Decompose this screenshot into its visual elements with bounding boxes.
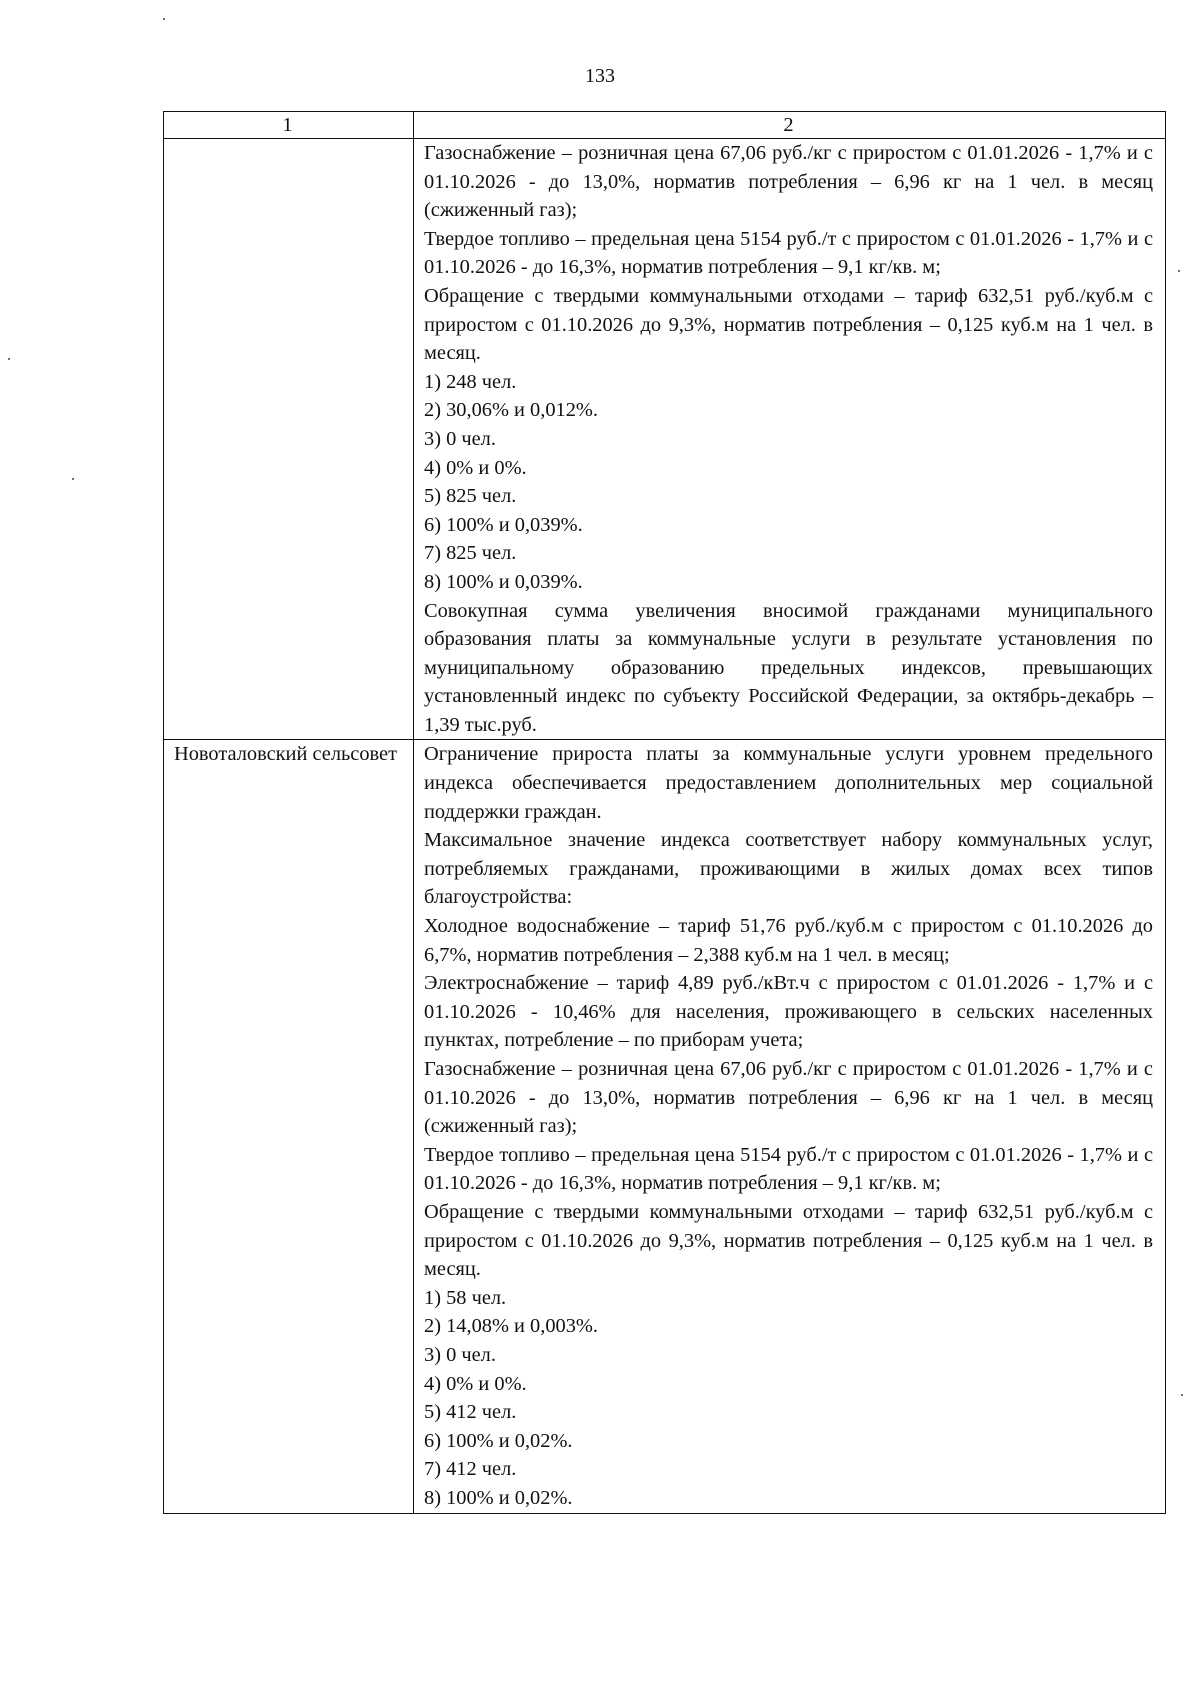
- description-cell: [414, 139, 1166, 740]
- table-header-row: [164, 112, 1166, 139]
- scan-speck: [8, 358, 10, 360]
- list-item: 5) 412 чел.: [424, 1401, 517, 1424]
- list-item: 7) 412 чел.: [424, 1458, 517, 1481]
- scan-speck: [72, 478, 74, 480]
- paragraph-total-increase: Совокупная сумма увеличения вносимой гражданами муниципального образования платы за коммунальные услуги в результате установления по муниципальному образованию предельных индексов, превышающих установленный индекс по субъекту Российской Федерации, за октябрь-декабрь – 1,39 тыс.руб.: [424, 599, 1153, 736]
- paragraph-solid-waste: Обращение с твердыми коммунальными отходами – тариф 632,51 руб./куб.м с приростом с 01.10.2026 до 9,3%, норматив потребления – 0,125 куб.м на 1 чел. в месяц.: [424, 1200, 1153, 1281]
- paragraph-solid-fuel: Твердое топливо – предельная цена 5154 руб./т с приростом с 01.01.2026 - 1,7% и с 01.10.2026 - до 16,3%, норматив потребления – 9,1 кг/кв. м;: [424, 227, 1153, 279]
- document-table: [163, 111, 1166, 1514]
- municipality-name: Новоталовский сельсовет: [174, 743, 398, 766]
- column-header-1: 1: [164, 112, 414, 139]
- page-number: 133: [585, 65, 615, 87]
- list-item: 4) 0% и 0%.: [424, 1372, 527, 1395]
- list-item: 6) 100% и 0,039%.: [424, 513, 583, 536]
- list-item: 5) 825 чел.: [424, 485, 517, 508]
- list-item: 1) 58 чел.: [424, 1286, 507, 1309]
- paragraph-max-index: Максимальное значение индекса соответствует набору коммунальных услуг, потребляемых гражданами, проживающими в жилых домах всех типов благоустройства:: [424, 829, 1153, 909]
- scan-speck: [163, 18, 165, 20]
- paragraph-limit-measures: Ограничение прироста платы за коммунальные услуги уровнем предельного индекса обеспечивается предоставлением дополнительных мер социальной поддержки граждан.: [424, 743, 1153, 823]
- table-row: [164, 139, 1166, 740]
- list-item: 6) 100% и 0,02%.: [424, 1429, 573, 1452]
- table-row: [164, 740, 1166, 1513]
- list-item: 8) 100% и 0,039%.: [424, 570, 583, 593]
- scan-speck: [1181, 1394, 1183, 1396]
- column-header-2: 2: [414, 112, 1166, 139]
- list-item: 8) 100% и 0,02%.: [424, 1486, 573, 1509]
- list-item: 1) 248 чел.: [424, 370, 517, 393]
- list-item: 4) 0% и 0%.: [424, 456, 527, 479]
- list-item: 3) 0 чел.: [424, 1343, 496, 1366]
- paragraph-gas-supply: Газоснабжение – розничная цена 67,06 руб./кг с приростом с 01.01.2026 - 1,7% и с 01.10.2026 - до 13,0%, норматив потребления – 6,96 кг на 1 чел. в месяц (сжиженный газ);: [424, 1058, 1153, 1138]
- description-cell: [414, 740, 1166, 1513]
- paragraph-electricity: Электроснабжение – тариф 4,89 руб./кВт.ч с приростом с 01.01.2026 - 1,7% и с 01.10.2026 - 10,46% для населения, проживающего в сельских населенных пунктах, потребление – по приборам учета;: [424, 972, 1153, 1052]
- paragraph-cold-water: Холодное водоснабжение – тариф 51,76 руб./куб.м с приростом с 01.10.2026 до 6,7%, норматив потребления – 2,388 куб.м на 1 чел. в месяц;: [424, 915, 1153, 966]
- paragraph-gas-supply: Газоснабжение – розничная цена 67,06 руб./кг с приростом с 01.01.2026 - 1,7% и с 01.10.2026 - до 13,0%, норматив потребления – 6,96 кг на 1 чел. в месяц (сжиженный газ);: [424, 142, 1153, 222]
- paragraph-solid-waste: Обращение с твердыми коммунальными отходами – тариф 632,51 руб./куб.м с приростом с 01.10.2026 до 9,3%, норматив потребления – 0,125 куб.м на 1 чел. в месяц.: [424, 284, 1153, 365]
- list-item: 2) 30,06% и 0,012%.: [424, 399, 599, 422]
- scan-speck: [1178, 270, 1180, 272]
- list-item: 2) 14,08% и 0,003%.: [424, 1315, 599, 1338]
- list-item: 7) 825 чел.: [424, 542, 517, 565]
- municipality-cell: [164, 740, 414, 1513]
- list-item: 3) 0 чел.: [424, 427, 496, 450]
- municipality-cell: [164, 139, 414, 740]
- paragraph-solid-fuel: Твердое топливо – предельная цена 5154 руб./т с приростом с 01.01.2026 - 1,7% и с 01.10.2026 - до 16,3%, норматив потребления – 9,1 кг/кв. м;: [424, 1143, 1153, 1195]
